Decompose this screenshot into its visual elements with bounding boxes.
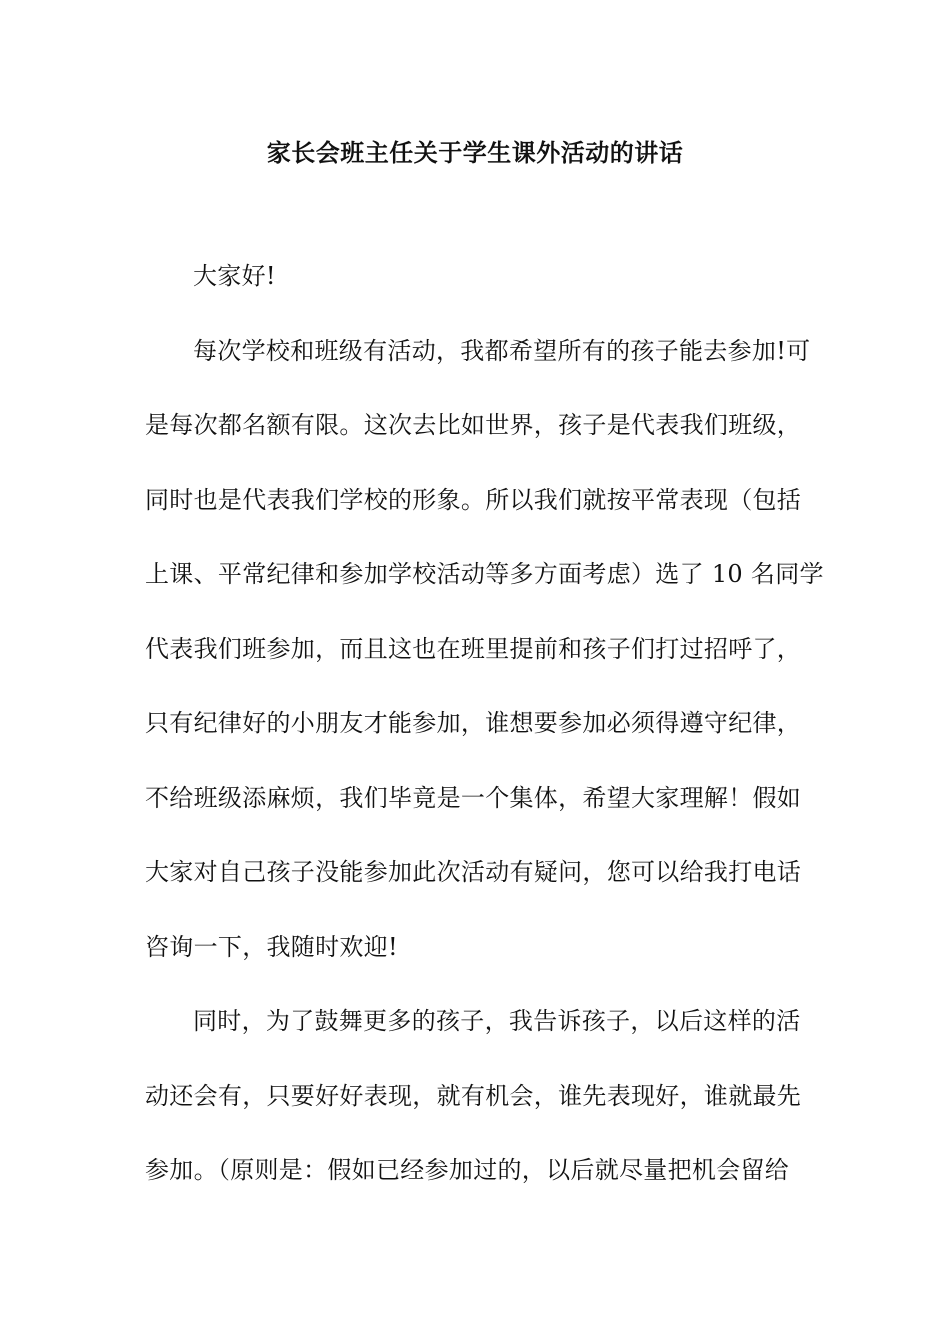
paragraph-line: 代表我们班参加，而且这也在班里提前和孩子们打过招呼了， [145, 634, 802, 663]
paragraph-line: 是每次都名额有限。这次去比如世界，孩子是代表我们班级， [145, 411, 802, 439]
paragraph-line: 每次学校和班级有活动，我都希望所有的孩子能去参加!可 [193, 336, 811, 365]
document-title: 家长会班主任关于学生课外活动的讲话 [266, 139, 684, 167]
paragraph-line: 动还会有，只要好好表现，就有机会，谁先表现好，谁就最先 [145, 1081, 802, 1110]
paragraph-line: 咨询一下，我随时欢迎! [145, 932, 398, 961]
paragraph-line: 大家对自己孩子没能参加此次活动有疑问，您可以给我打电话 [145, 858, 802, 886]
paragraph-line: 不给班级添麻烦，我们毕竟是一个集体，希望大家理解！假如 [145, 783, 802, 812]
paragraph-line: 参加。（原则是：假如已经参加过的，以后就尽量把机会留给 [145, 1156, 790, 1184]
document-body [145, 256, 824, 1225]
paragraph-line: 同时也是代表我们学校的形象。所以我们就按平常表现（包括 [145, 485, 802, 514]
greeting-line: 大家好! [193, 262, 276, 290]
paragraph-line: 只有纪律好的小朋友才能参加，谁想要参加必须得遵守纪律， [145, 709, 802, 737]
paragraph-line: 上课、平常纪律和参加学校活动等多方面考虑）选了 10 名同学 [145, 560, 824, 588]
paragraph-line: 同时，为了鼓舞更多的孩子，我告诉孩子，以后这样的活 [193, 1007, 801, 1035]
